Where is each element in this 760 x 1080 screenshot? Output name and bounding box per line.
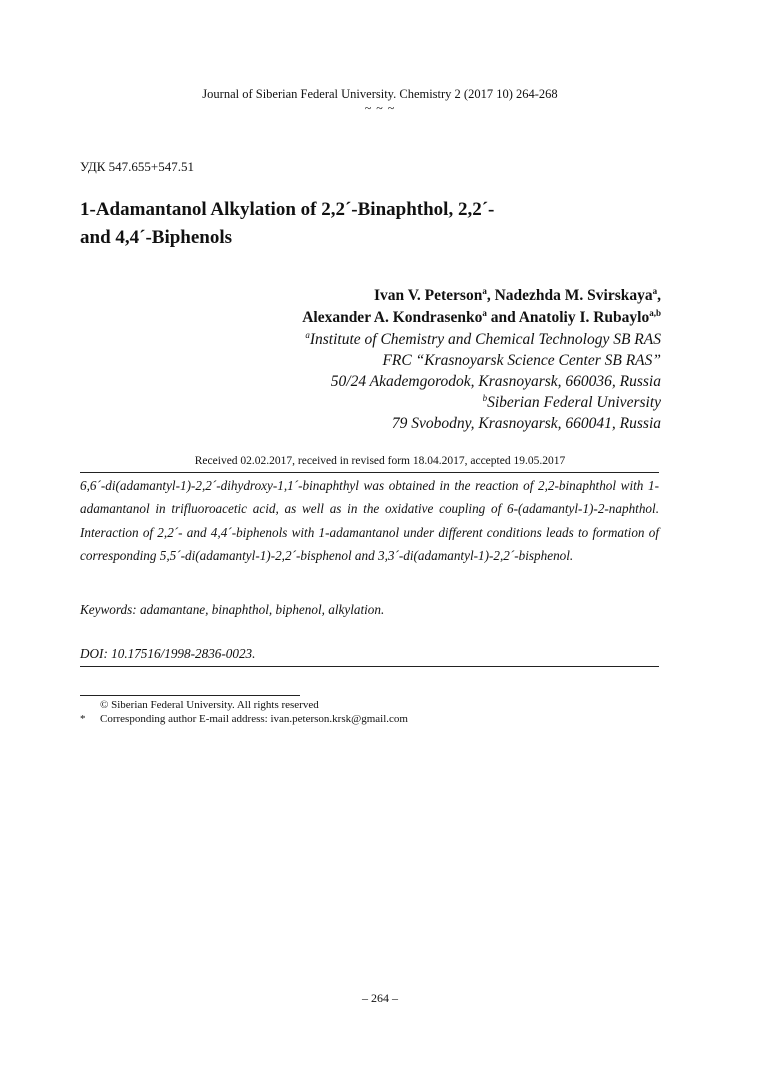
affiliation-a-line-3: 50/24 Akademgorodok, Krasnoyarsk, 660036, Russia [330, 373, 661, 390]
keywords: Keywords: adamantane, binaphthol, biphenol, alkylation. [80, 602, 385, 617]
author-affil-mark: a [482, 307, 487, 318]
affiliation-b-line-2: 79 Svobodny, Krasnoyarsk, 660041, Russia [391, 415, 661, 432]
footnote-star: * [80, 713, 86, 725]
affiliations [305, 329, 661, 434]
article-title [80, 196, 600, 252]
author-affil-mark: a,b [649, 307, 661, 318]
author-separator: , [486, 287, 491, 304]
footnote-rule [80, 695, 300, 696]
abstract-bottom-rule [80, 666, 659, 667]
udk-code: УДК 547.655+547.51 [80, 159, 195, 174]
author-name: Nadezhda M. Svirskaya [494, 287, 653, 304]
authors-line-1 [302, 285, 661, 307]
affiliation-mark: a [305, 329, 310, 340]
authors-line-2 [302, 307, 661, 329]
author-name: Ivan V. Peterson [373, 287, 483, 304]
journal-header: Journal of Siberian Federal University. Chemistry 2 (2017 10) 264-268 [202, 87, 558, 101]
author-separator: , [657, 287, 661, 304]
received-dates: Received 02.02.2017, received in revised form 18.04.2017, accepted 19.05.2017 [194, 455, 566, 467]
page-number: – 264 – [362, 991, 398, 1005]
author-name: Anatoliy I. Rubaylo [518, 309, 650, 326]
abstract-text: 6,6´-di(adamantyl-1)-2,2´-dihydroxy-1,1´-binaphthyl was obtained in the reaction of 2,2-binaphthol with 1-adamantanol in trifluoroacetic acid, as well as in the oxidative coupling of 6-(adamantyl-1)-2-naphthol. Interaction of 2,2´- and 4,4´-biphenols with 1-adamantanol under different conditions leads to formation of corresponding 5,5´-di(adamantyl-1)-2,2´-bisphenol and 3,3´-di(adamantyl-1)-2,2´-bisphenol. [80, 478, 659, 564]
author-name: Alexander A. Kondrasenko [302, 309, 483, 326]
author-separator: and [486, 309, 519, 326]
author-list [302, 285, 661, 329]
abstract-top-rule [80, 472, 659, 473]
copyright-note: © Siberian Federal University. All rights reserved [100, 699, 319, 711]
affiliation-text: Siberian Federal University [487, 394, 661, 411]
corresponding-author-note: Corresponding author E-mail address: ivan.peterson.krsk@gmail.com [100, 713, 408, 725]
affiliation-a-line-2: FRC “Krasnoyarsk Science Center SB RAS” [382, 352, 661, 369]
author-affil-mark: a [482, 285, 487, 296]
author-affil-mark: a [652, 285, 658, 296]
affiliation-a-line-1 [305, 329, 661, 350]
affiliation-mark: b [482, 392, 488, 403]
affiliation-text: Institute of Chemistry and Chemical Technology SB RAS [309, 331, 661, 348]
doi-link[interactable]: DOI: 10.17516/1998-2836-0023. [80, 646, 256, 661]
affiliation-b-line-1 [305, 392, 661, 413]
title-line-1: 1-Adamantanol Alkylation of 2,2´-Binaphthol, 2,2´- [80, 199, 495, 220]
header-ornament: ~ ~ ~ [364, 101, 396, 115]
title-line-2: and 4,4´-Biphenols [80, 227, 233, 248]
